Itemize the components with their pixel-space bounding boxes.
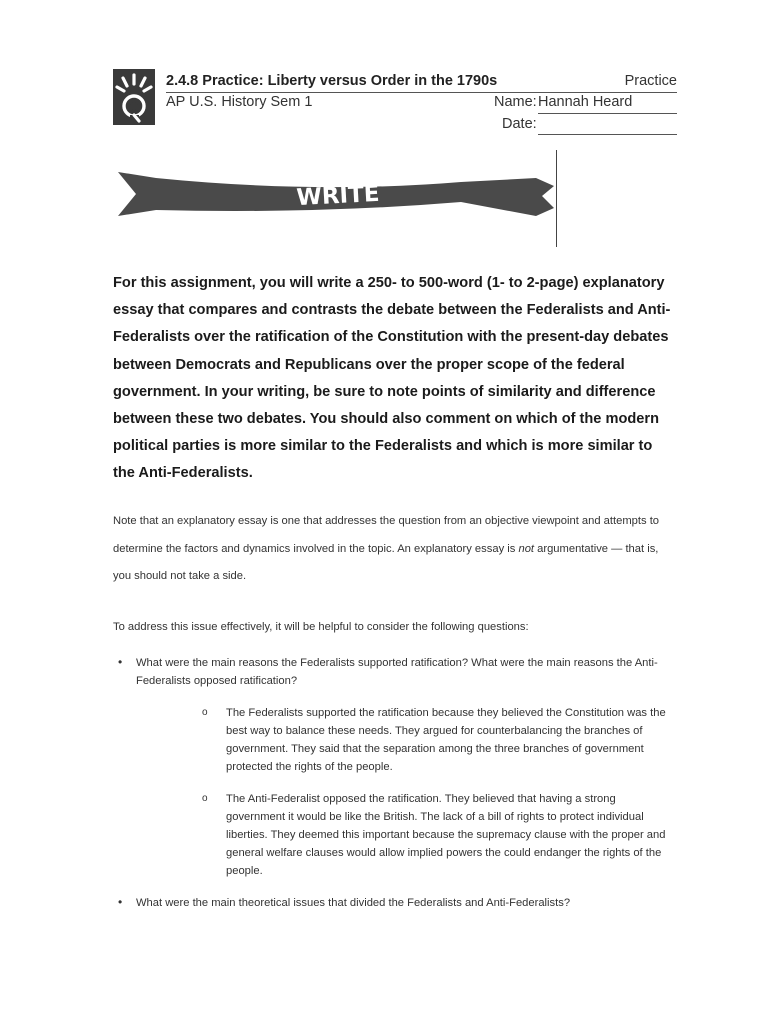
banner-label: WRITE: [295, 180, 381, 212]
bullet-dot-icon: •: [118, 895, 123, 909]
answer-item: The Federalists supported the ratification because they believed the Constitution was the best way to balance these needs. They argued for counterbalancing the branches of government. They said that the separation among the three branches of government protected the rights of the people.: [226, 707, 666, 773]
note-text: Note that an explanatory essay is one that addresses the question from an objective viewpoint and attempts to determine the factors and dynamics involved in the topic. An explanatory essay is: [113, 515, 660, 555]
header-divider: [166, 92, 677, 93]
circle-bullet-icon: o: [202, 707, 208, 718]
answer-item: The Anti-Federalist opposed the ratification. They believed that having a strong government it would be like the British. The lack of a bill of rights to protect individual liberties. They deemed this important because the supremacy clause with the proper and general welfare clauses would allow implied powers the could endanger the rights of the people.: [226, 793, 666, 877]
note-emphasis: not: [518, 542, 535, 555]
banner-divider: [556, 150, 557, 247]
question-item: What were the main theoretical issues that divided the Federalists and Anti-Federalists?: [136, 897, 571, 909]
assignment-instructions: For this assignment, you will write a 250- to 500-word (1- to 2-page) explanatory essay that compares and contrasts the debate between the Federalists and Anti-Federalists over the ratification of the Constitution with the present-day debates between Democrats and Republicans over the proper scope of the federal government. In your writing, be sure to note points of similarity and difference between these two debates. You should also comment on which of the modern political parties is more similar to the Federalists and which is more similar to the Anti-Federalists.: [113, 275, 671, 482]
name-underline: [538, 113, 677, 114]
date-label: Date:: [502, 116, 537, 132]
lightbulb-logo-icon: [113, 69, 155, 125]
name-label: Name:: [494, 94, 537, 110]
date-field[interactable]: [538, 134, 677, 135]
assignment-type: Practice: [624, 73, 677, 89]
name-field[interactable]: Hannah Heard: [538, 94, 633, 110]
explanatory-note: [113, 508, 673, 591]
page-title: 2.4.8 Practice: Liberty versus Order in the 1790s: [166, 73, 498, 89]
course-name: AP U.S. History Sem 1: [166, 94, 313, 110]
questions-intro: To address this issue effectively, it will be helpful to consider the following questions:: [113, 621, 529, 633]
write-banner: [116, 168, 558, 226]
note-text-end: argumentative — that is, you should not take a side.: [113, 542, 659, 582]
bullet-dot-icon: •: [118, 655, 123, 669]
circle-bullet-icon: o: [202, 793, 208, 804]
question-item: What were the main reasons the Federalists supported ratification? What were the main reasons the Anti-Federalists opposed ratification?: [136, 657, 658, 687]
